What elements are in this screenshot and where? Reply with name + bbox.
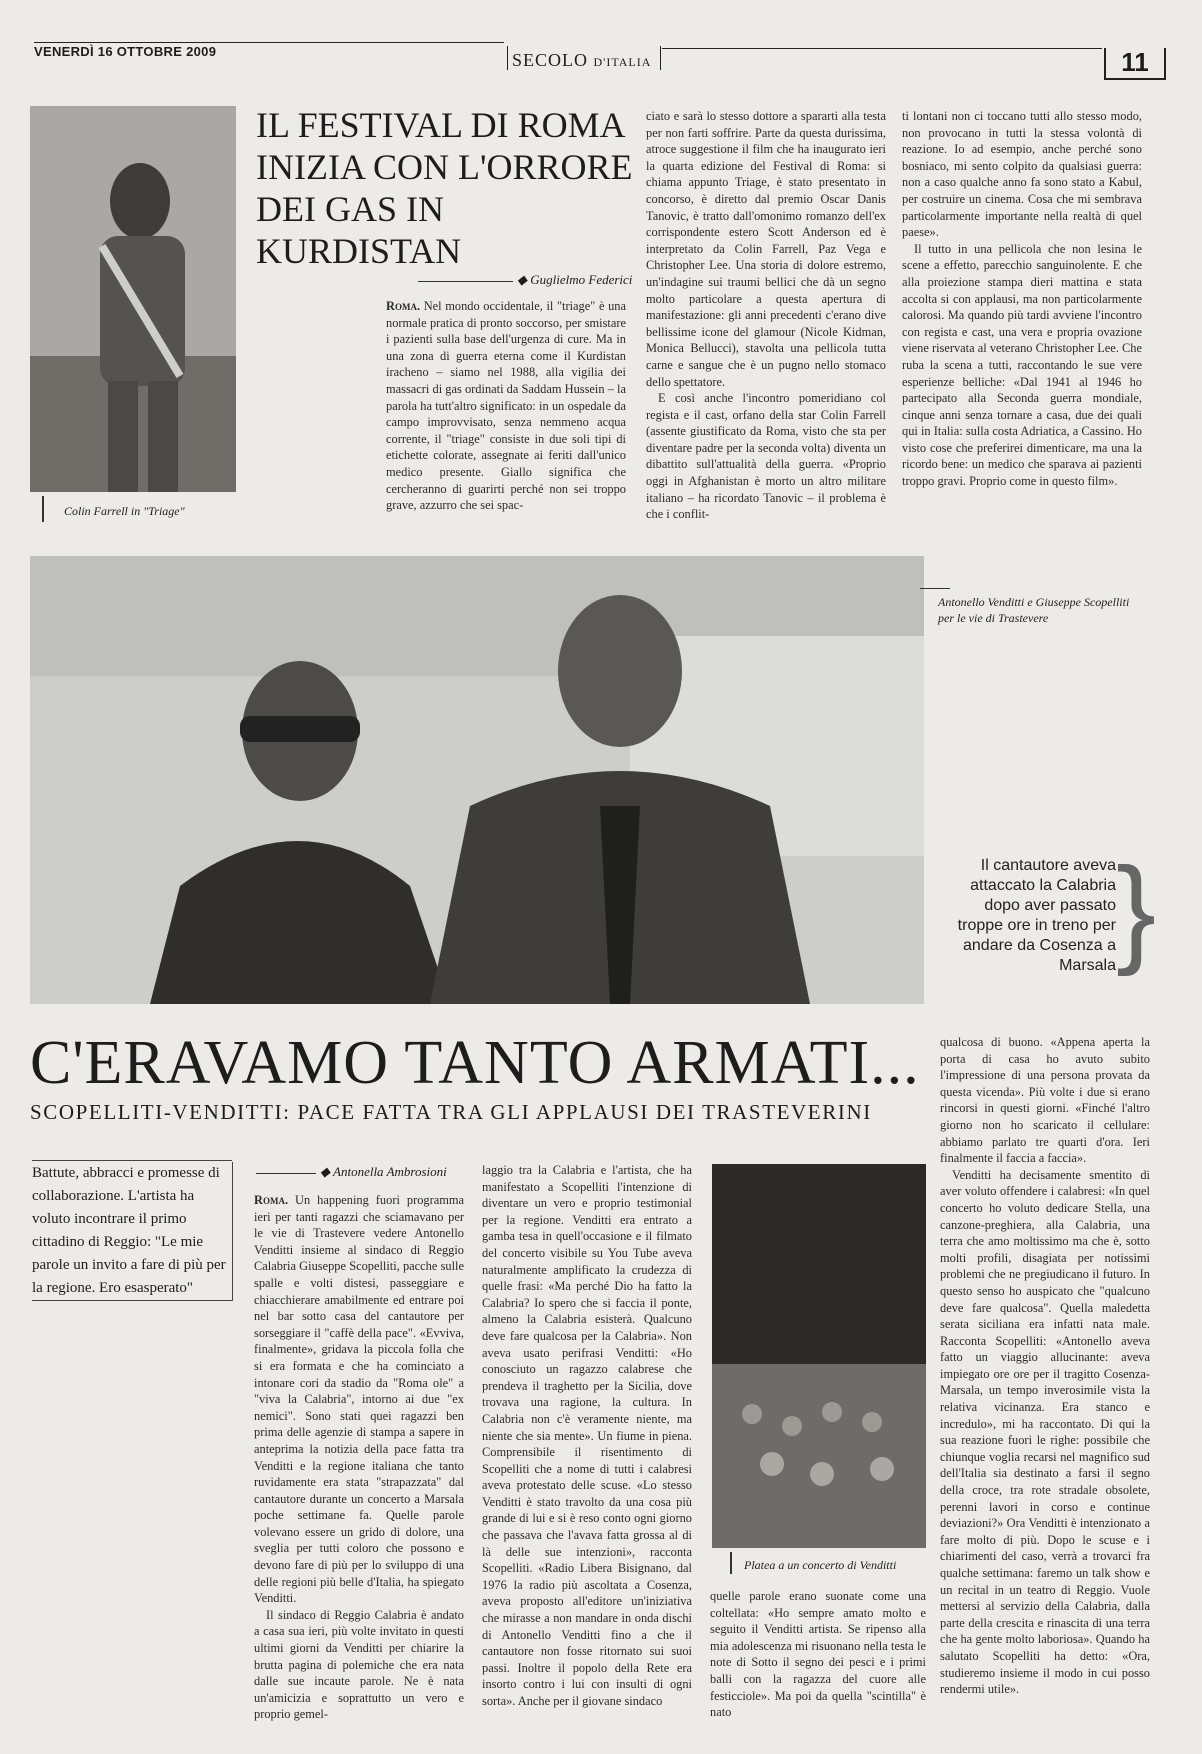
header-divider [507,46,508,70]
main-col4-text: qualcosa di buono. «Appena aperta la porta di casa ho avuto subito l'impressione di una persona provata da questa vicenda». Più volte i due si erano rincorsi in questi giorni. «Finché l'altro giorno non ho scaricato il cellulare: abbiamo parlato tre quarti d'ora. Ieri finalmente il faccia a faccia». [940,1035,1150,1166]
main-col3-text: quelle parole erano suonate come una coltellata: «Ho sempre amato molto e seguito il Venditti artista. Se ripenso alla mia adolescenza mi risuonano nella testa le note di Sotto il segno dei pesci e i primi balli con la ragazza del cuore alle festicciole». Ma poi da quella "scintilla" è nato [710,1589,926,1720]
concert-caption-marker [730,1552,732,1574]
main-photo-caption: Antonello Venditti e Giuseppe Scopelliti per le vie di Trastevere [938,595,1130,625]
page-number: 11 [1104,48,1166,80]
top-col2b-text: E così anche l'incontro pomeridiano col regista e il cast, orfano della star Colin Farrell (assente giustificato da Roma, visto che sta per diventare padre per la seconda volta) diventa un dibattito sull'attualità della guerra. «Proprio oggi in Afghanistan è morto un altro militare italiano – ha ricordato Tanovic – il problema è che i conflit- [646,391,886,522]
top-headline: IL FESTIVAL DI ROMA INIZIA CON L'ORRORE DEI GAS IN KURDISTAN [256,105,633,271]
main-headline: C'ERAVAMO TANTO ARMATI... [30,1029,920,1097]
issue-date: VENERDÌ 16 OTTOBRE 2009 [34,44,217,59]
concert-photo [712,1164,926,1548]
main-article-col4 [940,1034,1150,1698]
newspaper-suffix: D'ITALIA [593,55,652,69]
main-col4b-text: Venditti ha decisamente smentito di aver voluto offendere i calabresi: «In quel concerto ho voluto dedicare Stella, una canzone-preghiera, alla Calabria, una terra che amo moltissimo ma che è, sotto molti profili, disagiata per notissimi problemi che ne pregiudicano il futuro. In questo senso ho auspicato che "qualcuno deve fare qualcosa". Quella maledetta serata siciliana era infatti nata male. Racconta Scopelliti: «Antonello aveva fatto un viaggio allucinante: aveva impiegato ore ore per il tragitto Cosenza-Marsala, un tempo inverosimile vista la relativa vicinanza. Era stanco e incredulo», mi ha raccontato. Di qui la sua reazione fuori le righe: possibile che chiunque voglia recarsi nel magnifico sud dell'Italia sia destinato a farsi il segno della croce, tra rote stradale obsolete, perenni lavori in corso e continue deviazioni?» Ora Venditti è intenzionato a fare molto di più. Dopo le scuse e i chiarimenti del caso, verrà a trovarci fra qualche settimana: faremo un talk show e un recital in un teatro di Reggio. Vuole mettersi al servizio della Calabria, dalla parte della crescita e rinascita di una terra che ha gente molto laboriosa». Quando ha salutato Scopelliti ha detto: «Ora, studieremo insieme il modo in cui posso rendermi utile». [940,1167,1150,1697]
main-article-col3 [710,1588,926,1721]
header-divider-right [660,46,661,70]
top-col3b-text: Il tutto in una pellicola che non lesina le scene a effetto, parecchio sanguinolente. E che alla proiezione stampa dieri mattina e stata accolta si con applausi, ma non particolarmente calorosi. Ma quando più tardi avviene l'incontro con regista e cast, una vera e propria ovazione viene riservata al veterano Christopher Lee. Che ruba la scena a tutti, raccontando le sue vere esperienze belliche: «Dal 1941 al 1946 ho partecipato alla Seconda guerra mondiale, cinque anni senza tornare a casa, due dei quali qui in Italia: sulla costa Adriatica, a Cassino. Ho visto cose che preferirei dimenticare, ma una la ricordo bene: un medico che sparava ai pazienti troppo gravi. Proprio come in questo film». [902,241,1142,489]
main-byline: ◆ Antonella Ambrosioni [256,1164,447,1180]
farrell-photo-caption: Colin Farrell in "Triage" [64,504,185,518]
main-article-col1 [254,1192,464,1723]
pull-quote: Battute, abbracci e promesse di collaborazione. L'artista ha voluto incontrare il primo cittadino di Reggio: "Le mie parole un invito a fare di più per la regione. Ero esasperato" [32,1162,233,1301]
top-col2-text: ciato e sarà lo stesso dottore a spararti alla testa per non farti soffrire. Parte da questa durissima, atroce suggestione il film che ha inaugurato ieri la quarta edizione del Festival di Roma: si chiama appunto Triage, è stato presentato in concorso, è diretto dal premio Oscar Danis Tanovic, è tratto dall'omonimo romanzo dell'ex corrispondente estero Scott Anderson ed è interpretato da Colin Farrell, Paz Vega e Christopher Lee. Una storia di dolore estremo, un'indagine sui traumi bellici che dà un segno molto particolare a questa apertura di manifestazione: gli anni precedenti c'erano dive bellissime icone del glamour (Nicole Kidman, Monica Bellucci), stavolta una pellicola tutta carne e sangue che è un pugno nello stomaco dello spettatore. [646,109,886,389]
top-byline: ◆ Guglielmo Federici [418,272,632,288]
newspaper-title [512,50,651,71]
main-author: Antonella Ambrosioni [333,1164,447,1179]
main-caption-rule [920,588,950,589]
main-subheadline: SCOPELLITI-VENDITTI: PACE FATTA TRA GLI APPLAUSI DEI TRASTEVERINI [30,1100,872,1124]
main-article-col2 [482,1162,692,1710]
header-rule-left [34,42,504,43]
top-col3-text: ti lontani non ci toccano tutti allo stesso modo, non provocano in tutti la stessa volontà di reazione. Io ad esempio, anche perché sono bosniaco, mi sento colpito da qualsiasi guerra: non a caso qualche anno fa sono stato a Kabul, per costruire un cinema. Cosa che mi sembrava particolarmente importante nella realtà di quel paese». [902,109,1142,240]
caption-marker [42,496,44,522]
newspaper-main-title: SECOLO [512,50,589,70]
top-col1-text: Nel mondo occidentale, il "triage" è una normale pratica di pronto soccorso, per smistare i pazienti sulla base dell'urgenza di cure. Ma in una zona di guerra eterna come il Kurdistan iracheno – siamo nel 1988, alla vigilia dei massacri di gas ordinati da Saddam Hussein – la parola ha tutt'altro significato: in un ospedale da campo improvvisato, senza nemmeno acqua corrente, il "triage" consiste in due soli tipi di etichette colorate, assegnate ai feriti dall'unico medico presente. Giallo significa che cercheranno di guarirti perché non sei troppo grave, azzurro che sei spac- [386,299,626,513]
main-col2-text: laggio tra la Calabria e l'artista, che ha manifestato a Scopelliti l'intenzione di diventare un vero e proprio testimonial per la regione. Venditti era entrato a gamba tesa in quell'occasione e il filmato del concerto visibile su You Tube aveva naturalmente amplificato la crudezza di quelle frasi: «Ma perché Dio ha fatto la Calabria? Io spero che si faccia il ponte, almeno la Calabria esisterà. Qualcuno deve fare qualcosa per la Calabria». Non aveva usato perifrasi Venditti: «Ho conosciuto un ragazzo calabrese che prendeva il traghetto per la Sicilia, dove trovava una ragione, la cultura. In Calabria non c'è veramente niente, ma niente che sia mente». Un fiume in piena. Comprensibile il risentimento di Scopelliti che a nome di tutti i calabresi aveva protestato delle scuse. «Lo stesso Venditti è stato travolto da una cosa più grande di lui e si è reso conto ogni giorno che passava che l'avava fatta grossa al di là delle sue intenzioni», racconta Scopelliti. «Radio Libera Bisignano, dal 1976 la radio più ascoltata a Cosenza, aveva proposto all'editore un'iniziativa che mirasse a non mandare in onda dischi di Antonello Venditti fino a che il cantautore non fosse ritornato sui suoi passi. Inoltre il popolo della Rete era insorto contro i lui con insulti di ogni sorta». Anche per il giovane sindaco [482,1163,692,1708]
main-col1b-text: Il sindaco di Reggio Calabria è andato a casa sua ieri, più volte invitato in questi ultimi giorni da Venditti per chiarire la brutta pagina di polemiche che era nata dalle sue incaute parole. Ne è nata un'amicizia e soprattutto un vero e proprio gemel- [254,1607,464,1722]
main-dateline: Roma. [254,1193,289,1207]
farrell-photo-illustration [30,106,236,492]
main-photo-illustration [30,556,924,1004]
colin-farrell-photo [30,106,236,492]
top-dateline: Roma. [386,299,421,313]
concert-photo-caption: Platea a un concerto di Venditti [744,1558,897,1572]
top-article-col2 [646,108,886,523]
top-article-col3 [902,108,1142,490]
top-author: Guglielmo Federici [530,272,633,287]
pull-quote-rule [32,1160,232,1161]
concert-photo-illustration [712,1164,926,1548]
side-quote: Il cantautore aveva attaccato la Calabria dopo aver passato troppe ore in treno per andare da Cosenza a Marsala [957,857,1116,974]
top-article-col1 [386,298,626,514]
venditti-scopelliti-photo [30,556,924,1004]
main-byline-rule [256,1173,316,1174]
main-col1-text: Un happening fuori programma ieri per tanti ragazzi che sciamavano per le vie di Trastevere vedere Antonello Venditti insieme al sindaco di Reggio Calabria Giuseppe Scopelliti, pacche sulle spalle e volti distesi, passeggiare e chiacchierare amabilmente ed entrare poi nel bar sotto casa del cantautore per sorseggiare il "caffè della pace". «Evviva, finalmente», gridava la piccola folla che si era formata e che ha cominciato a intonare cori da stadio da "Roma ole" a "viva la Calabria", intorno ai due "ex nemici". Sono stati quei ragazzi ben prima delle agenzie di stampa a sapere in anteprima la notizia della pace fatta tra Venditti e la regione italiana che tanto ruvidamente era stata "strapazzata" dal cantautore durante un concerto a Marsala poche settimane fa. Quelle parole volevano essere un grido di dolore, una sveglia per tutti coloro che possono e devono fare di più per lo sviluppo di una delle regioni più belle d'Italia, ha spiegato Venditti. [254,1193,464,1606]
side-quote-brace: } [1116,843,1157,977]
header-rule-right [662,48,1102,49]
byline-rule [418,281,513,282]
